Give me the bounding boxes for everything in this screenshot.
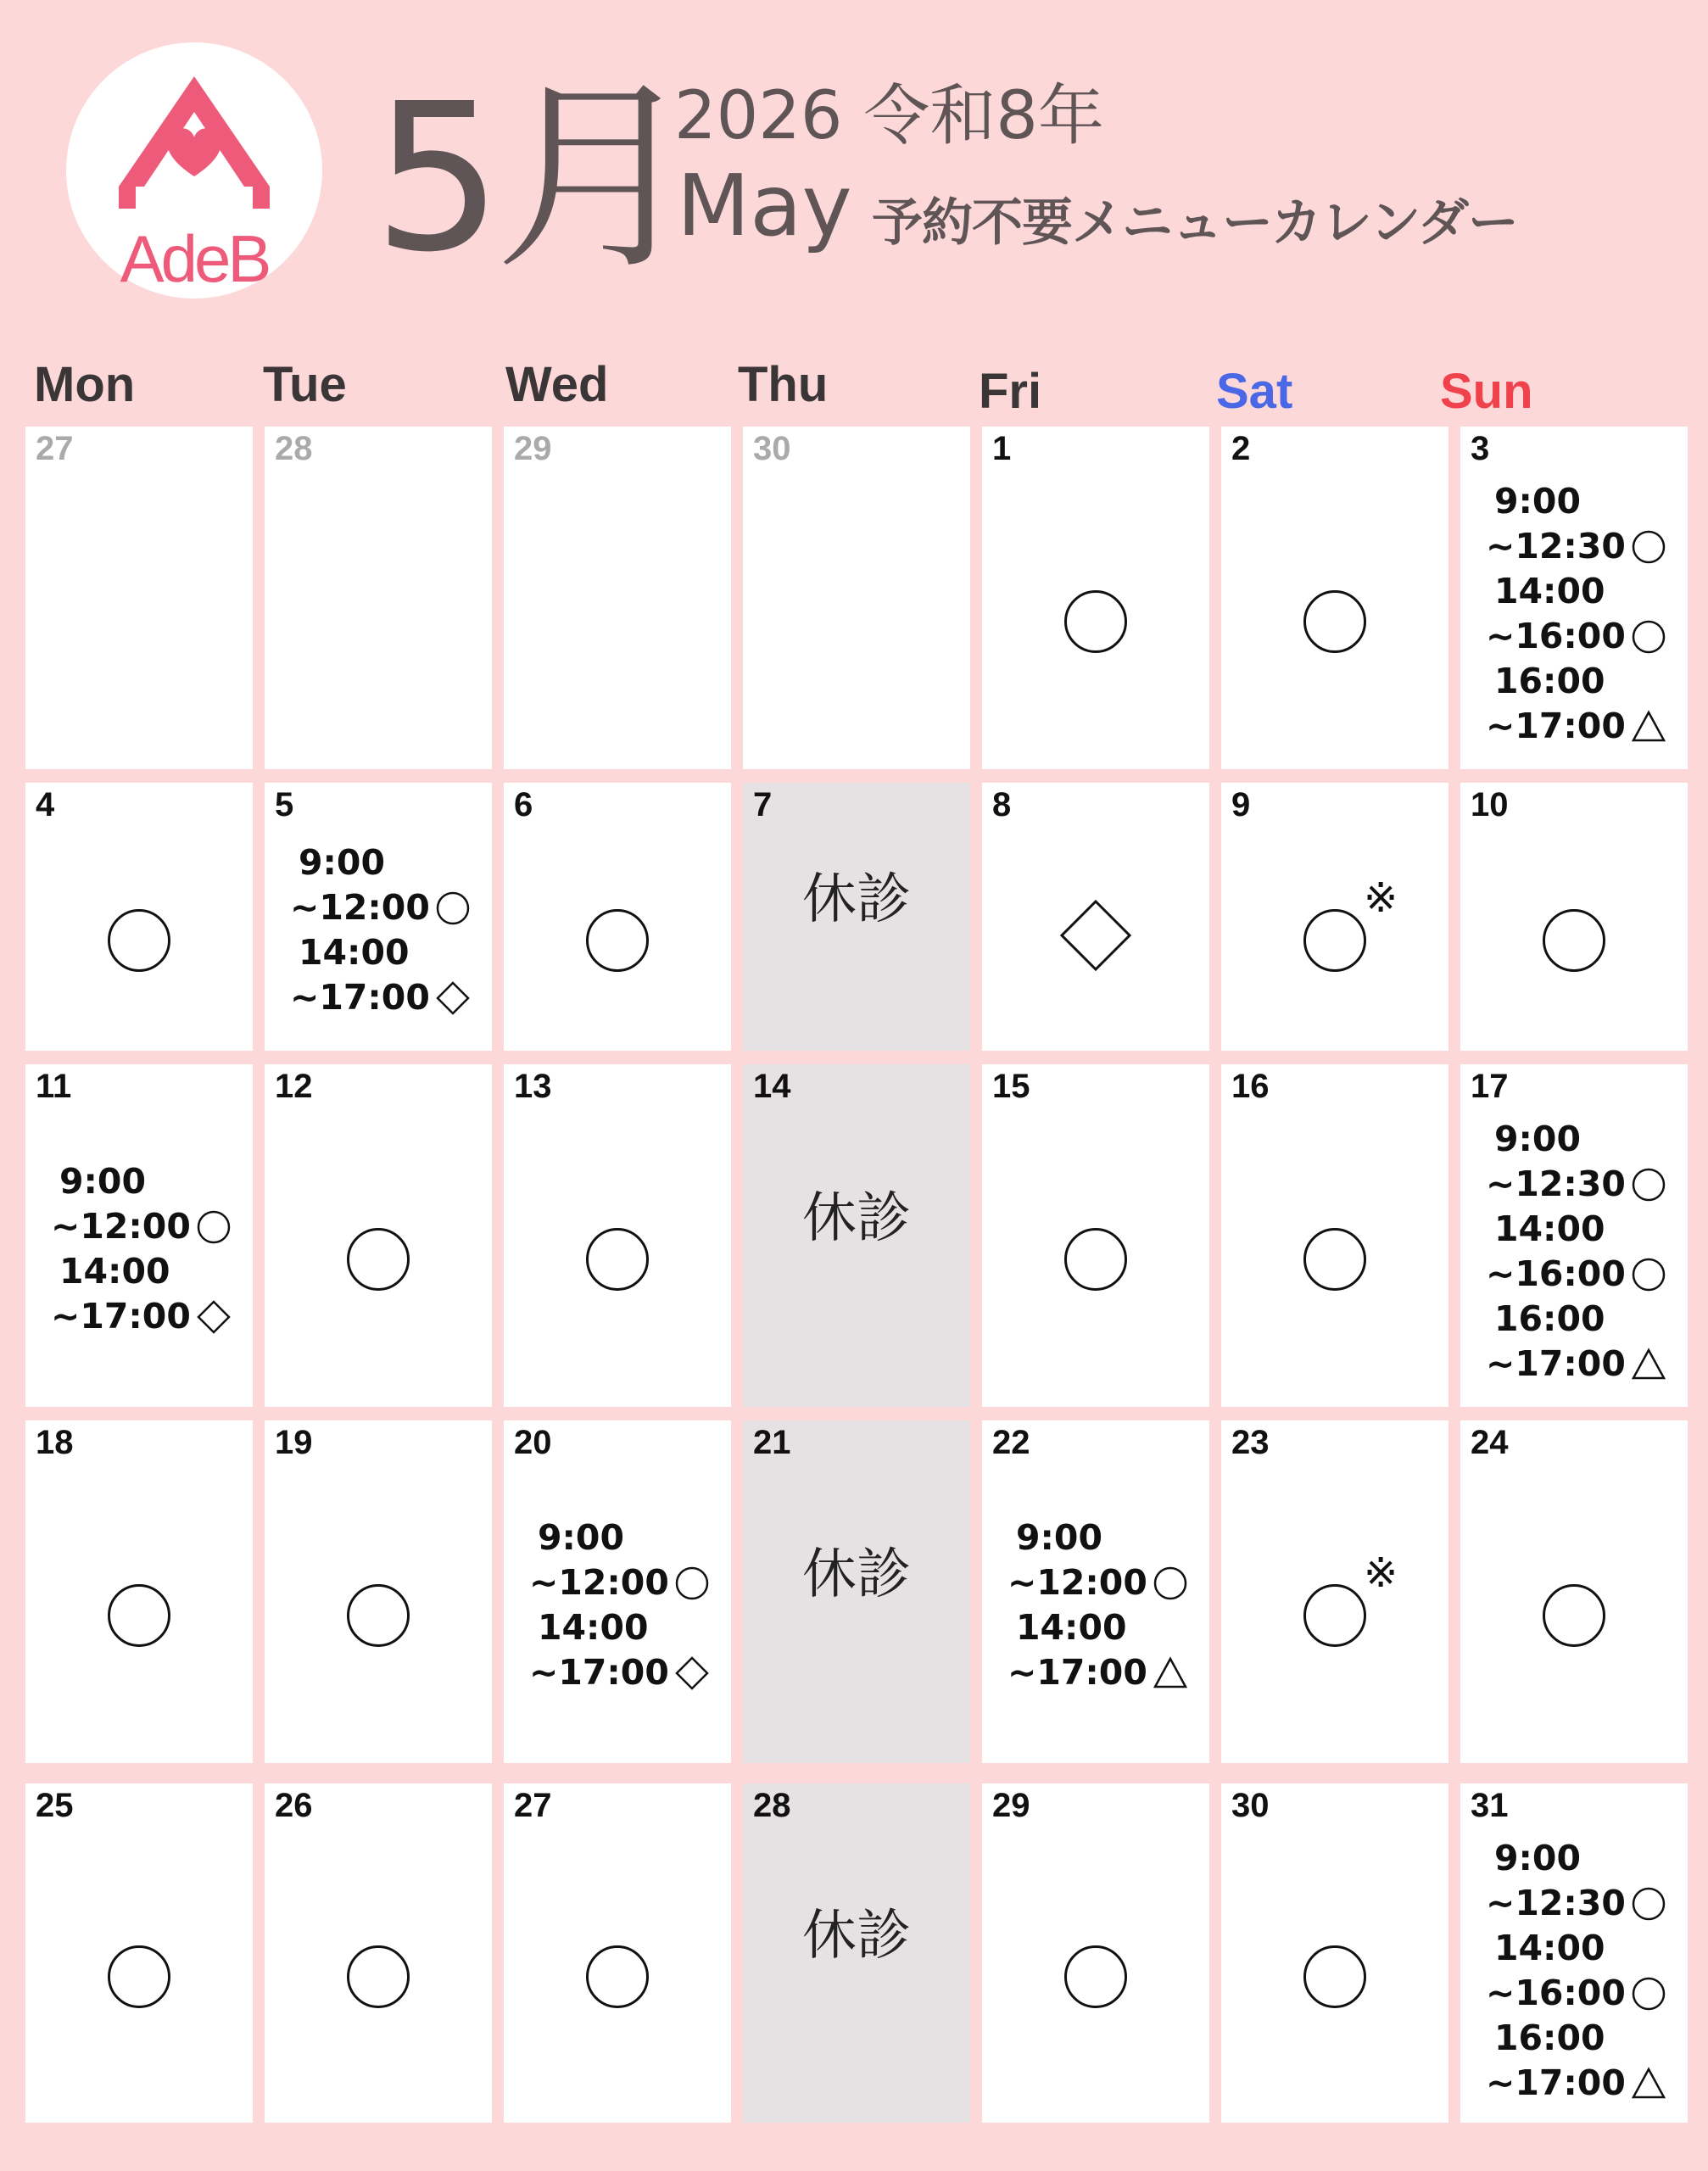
time-text: 9:00 — [1494, 1838, 1581, 1878]
time-slot-line — [1486, 569, 1666, 614]
weekday-thu: Thu — [738, 357, 829, 412]
time-slot-line — [1007, 1605, 1188, 1650]
time-text: ~17:00 — [290, 977, 430, 1018]
time-text: ~12:00 — [51, 1206, 191, 1247]
time-text: ~12:30 — [1486, 1164, 1626, 1204]
weekday-sat: Sat — [1216, 364, 1293, 419]
time-text: 14:00 — [1016, 1607, 1127, 1648]
day-number: 12 — [275, 1068, 313, 1105]
day-number: 25 — [36, 1787, 74, 1824]
available-circle-icon — [347, 1228, 410, 1291]
day-number: 1 — [992, 430, 1012, 467]
day-cell — [1460, 1064, 1688, 1407]
time-text: 9:00 — [59, 1161, 146, 1202]
time-slot-line — [1486, 1836, 1666, 1881]
day-cell — [1221, 1783, 1448, 2123]
day-cell — [743, 1420, 970, 1763]
available-circle-icon — [108, 909, 170, 972]
time-text: 9:00 — [1016, 1517, 1102, 1558]
closed-label: 休診 — [802, 1187, 911, 1250]
time-slots — [529, 1515, 710, 1695]
day-number: 8 — [992, 786, 1012, 823]
calendar-grid — [25, 427, 1689, 2123]
day-number: 22 — [992, 1424, 1030, 1461]
time-slot-line — [1486, 1971, 1666, 2016]
day-cell — [504, 1420, 731, 1763]
day-cell — [743, 427, 970, 769]
time-slot-line — [1486, 524, 1666, 569]
time-text: 16:00 — [1494, 661, 1605, 701]
circle-icon — [1631, 1886, 1666, 1922]
month-english: May — [677, 156, 852, 255]
time-slot-line — [529, 1605, 710, 1650]
available-circle-icon — [1303, 909, 1366, 972]
time-slot-line — [290, 975, 471, 1020]
available-circle-icon — [1303, 590, 1366, 653]
day-cell — [504, 1064, 731, 1407]
time-text: ~17:00 — [1007, 1652, 1147, 1693]
time-slot-line — [1007, 1560, 1188, 1605]
time-text: 14:00 — [299, 932, 410, 973]
day-cell — [25, 1420, 253, 1763]
time-slot-line — [290, 930, 471, 975]
month-japanese: 5月 — [373, 59, 689, 297]
circle-icon — [435, 890, 471, 926]
closed-label: 休診 — [802, 1905, 911, 1967]
time-text: ~17:00 — [1486, 1343, 1626, 1384]
day-cell — [1221, 783, 1448, 1051]
day-number: 3 — [1471, 430, 1490, 467]
day-number: 4 — [36, 786, 55, 823]
day-cell — [1221, 1064, 1448, 1407]
circle-icon — [1153, 1565, 1188, 1601]
triangle-icon — [1631, 709, 1666, 745]
time-text: ~17:00 — [1486, 2062, 1626, 2103]
day-number: 29 — [514, 430, 552, 467]
time-text: ~17:00 — [51, 1296, 191, 1337]
circle-icon — [196, 1209, 232, 1245]
weekday-tue: Tue — [263, 357, 347, 412]
day-cell — [504, 783, 731, 1051]
note-mark: ※ — [1364, 1549, 1398, 1597]
time-slot-line — [529, 1650, 710, 1695]
time-text: 14:00 — [59, 1251, 170, 1292]
time-text: ~12:00 — [290, 887, 430, 928]
time-slot-line — [1486, 1926, 1666, 1971]
day-cell — [982, 783, 1209, 1051]
available-circle-icon — [586, 1945, 649, 2008]
day-cell — [982, 427, 1209, 769]
triangle-icon — [1631, 2066, 1666, 2101]
available-circle-icon — [108, 1584, 170, 1647]
weekday-mon: Mon — [34, 357, 136, 412]
day-cell — [504, 1783, 731, 2123]
circle-icon — [1631, 1976, 1666, 2012]
day-cell — [265, 1420, 492, 1763]
time-slots — [1007, 1515, 1188, 1695]
day-cell — [1221, 1420, 1448, 1763]
logo-text: AdeB — [120, 221, 269, 296]
time-slot-line — [1486, 614, 1666, 659]
triangle-icon — [1631, 1347, 1666, 1382]
triangle-icon — [1153, 1655, 1188, 1691]
day-number: 6 — [514, 786, 533, 823]
time-text: ~12:00 — [1007, 1562, 1147, 1603]
time-text: 16:00 — [1494, 1298, 1605, 1339]
time-slots — [51, 1159, 232, 1339]
day-number: 29 — [992, 1787, 1030, 1824]
day-cell — [1221, 427, 1448, 769]
day-number: 26 — [275, 1787, 313, 1824]
available-circle-icon — [1303, 1945, 1366, 2008]
day-cell — [265, 427, 492, 769]
day-number: 30 — [1231, 1787, 1270, 1824]
day-number: 16 — [1231, 1068, 1270, 1105]
day-cell — [1460, 1420, 1688, 1763]
time-slot-line — [51, 1159, 232, 1204]
note-mark: ※ — [1364, 874, 1398, 922]
time-slot-line — [290, 885, 471, 930]
time-text: 14:00 — [1494, 1928, 1605, 1968]
day-cell — [1460, 427, 1688, 769]
day-number: 15 — [992, 1068, 1030, 1105]
time-text: 9:00 — [1494, 1119, 1581, 1159]
available-circle-icon — [1543, 909, 1605, 972]
closed-label: 休診 — [802, 868, 911, 931]
day-number: 20 — [514, 1424, 552, 1461]
time-text: 9:00 — [1494, 481, 1581, 522]
day-number: 27 — [36, 430, 74, 467]
day-cell — [25, 427, 253, 769]
limited-diamond-icon — [1058, 898, 1133, 973]
time-slot-line — [1007, 1515, 1188, 1560]
diamond-icon — [674, 1655, 710, 1691]
available-circle-icon — [586, 1228, 649, 1291]
day-number: 31 — [1471, 1787, 1509, 1824]
time-slot-line — [51, 1204, 232, 1249]
time-slot-line — [51, 1294, 232, 1339]
time-text: ~12:30 — [1486, 526, 1626, 566]
day-number: 13 — [514, 1068, 552, 1105]
day-number: 28 — [275, 430, 313, 467]
time-slots — [1486, 1836, 1666, 2106]
time-slot-line — [290, 840, 471, 885]
time-text: ~17:00 — [1486, 706, 1626, 746]
available-circle-icon — [1064, 1228, 1127, 1291]
day-cell — [982, 1064, 1209, 1407]
time-slot-line — [1486, 1297, 1666, 1342]
time-text: ~17:00 — [529, 1652, 669, 1693]
day-number: 17 — [1471, 1068, 1509, 1105]
day-cell — [1460, 1783, 1688, 2123]
time-text: 14:00 — [538, 1607, 649, 1648]
time-text: 16:00 — [1494, 2018, 1605, 2058]
day-cell — [1460, 783, 1688, 1051]
day-number: 18 — [36, 1424, 74, 1461]
day-number: 28 — [753, 1787, 791, 1824]
calendar-subtitle: 予約不要メニューカレンダー — [872, 193, 1518, 253]
available-circle-icon — [1064, 590, 1127, 653]
time-slots — [290, 840, 471, 1020]
day-cell — [743, 1783, 970, 2123]
time-slot-line — [1486, 1881, 1666, 1926]
circle-icon — [1631, 529, 1666, 565]
day-cell — [982, 1420, 1209, 1763]
day-number: 5 — [275, 786, 294, 823]
time-slot-line — [51, 1249, 232, 1294]
day-number: 11 — [36, 1068, 72, 1105]
available-circle-icon — [586, 909, 649, 972]
time-slot-line — [1486, 1117, 1666, 1162]
time-text: 14:00 — [1494, 571, 1605, 611]
clinic-logo — [66, 42, 322, 299]
time-text: ~16:00 — [1486, 1253, 1626, 1294]
time-slot-line — [1486, 2061, 1666, 2106]
day-cell — [743, 783, 970, 1051]
day-number: 2 — [1231, 430, 1251, 467]
time-slot-line — [529, 1560, 710, 1605]
circle-icon — [1631, 1257, 1666, 1292]
closed-label: 休診 — [802, 1543, 911, 1606]
available-circle-icon — [108, 1945, 170, 2008]
time-text: ~16:00 — [1486, 616, 1626, 656]
weekday-sun: Sun — [1440, 364, 1533, 419]
day-number: 14 — [753, 1068, 791, 1105]
day-number: 10 — [1471, 786, 1509, 823]
time-slot-line — [1486, 1252, 1666, 1297]
available-circle-icon — [1303, 1584, 1366, 1647]
day-cell — [504, 427, 731, 769]
time-slot-line — [1486, 1342, 1666, 1387]
time-slot-line — [1486, 659, 1666, 704]
day-cell — [265, 1783, 492, 2123]
day-number: 24 — [1471, 1424, 1509, 1461]
available-circle-icon — [347, 1584, 410, 1647]
weekday-fri: Fri — [979, 364, 1042, 419]
time-slot-line — [1486, 1207, 1666, 1252]
available-circle-icon — [1543, 1584, 1605, 1647]
day-number: 7 — [753, 786, 773, 823]
time-slots — [1486, 1117, 1666, 1387]
time-text: 14:00 — [1494, 1208, 1605, 1249]
weekday-header — [25, 356, 1689, 424]
year-label: 2026 令和8年 — [674, 78, 1104, 154]
circle-icon — [674, 1565, 710, 1601]
available-circle-icon — [1303, 1228, 1366, 1291]
day-cell — [25, 783, 253, 1051]
time-text: ~12:30 — [1486, 1883, 1626, 1923]
circle-icon — [1631, 619, 1666, 655]
available-circle-icon — [1064, 1945, 1127, 2008]
day-number: 19 — [275, 1424, 313, 1461]
diamond-icon — [196, 1299, 232, 1335]
time-slot-line — [1486, 2016, 1666, 2061]
available-circle-icon — [347, 1945, 410, 2008]
day-number: 23 — [1231, 1424, 1270, 1461]
time-slot-line — [1486, 479, 1666, 524]
time-text: ~12:00 — [529, 1562, 669, 1603]
time-slot-line — [1486, 1162, 1666, 1207]
day-cell — [265, 783, 492, 1051]
time-slot-line — [1486, 704, 1666, 749]
day-cell — [25, 1783, 253, 2123]
time-slots — [1486, 479, 1666, 749]
weekday-wed: Wed — [505, 357, 609, 412]
day-number: 27 — [514, 1787, 552, 1824]
time-text: 9:00 — [299, 842, 385, 883]
time-text: 9:00 — [538, 1517, 624, 1558]
day-cell — [265, 1064, 492, 1407]
diamond-icon — [435, 980, 471, 1016]
time-slot-line — [1007, 1650, 1188, 1695]
day-number: 21 — [753, 1424, 791, 1461]
time-text: ~16:00 — [1486, 1973, 1626, 2013]
day-cell — [982, 1783, 1209, 2123]
time-slot-line — [529, 1515, 710, 1560]
circle-icon — [1631, 1167, 1666, 1203]
day-number: 9 — [1231, 786, 1251, 823]
day-cell — [25, 1064, 253, 1407]
day-cell — [743, 1064, 970, 1407]
day-number: 30 — [753, 430, 791, 467]
